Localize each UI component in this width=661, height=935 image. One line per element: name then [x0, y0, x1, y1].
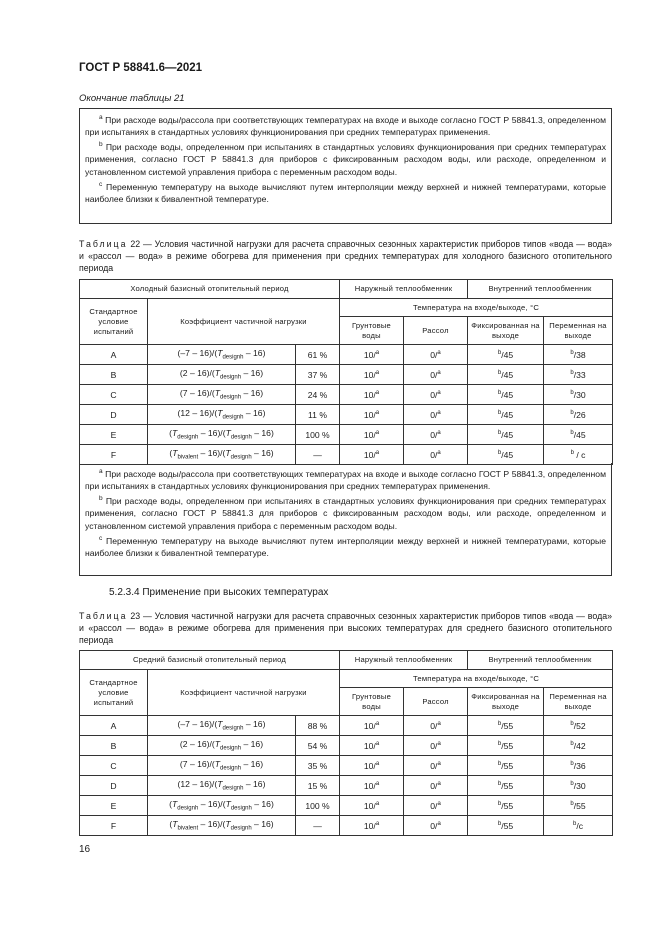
document-header: ГОСТ Р 58841.6—2021	[79, 62, 203, 74]
variable-outlet-header: Переменная на выходе	[544, 317, 613, 345]
table-cell: 0/$^a$	[404, 405, 468, 425]
coef-header: Коэффициент частичной нагрузки	[148, 670, 340, 716]
table-cell: $^b$/45	[468, 445, 544, 465]
period-header: Холодный базисный отопительный период	[80, 280, 340, 299]
table-row	[80, 756, 613, 776]
table23-caption: Таблица 23 — Условия частичной нагрузки для расчета справочных сезонных характеристик приборов типов «вода — вода» и «рассол — вода» в режиме обогрева для применения при высоких температурах для среднего базисного отопительного периода	[79, 611, 612, 645]
footnote-b: $^b$ При расходе воды, определенном при испытаниях в стандартных условиях функционирования при средних температурах применения, согласно ГОСТ Р 58841.3 для приборов с фиксированным расходом воды, или расходе, определенном и установленном системой управления прибора с переменным расходом воды.	[85, 141, 607, 177]
table-row	[80, 385, 613, 405]
table-cell: 10/$^a$	[340, 816, 404, 836]
table-cell: $(7 - 16)/(T_{designh} - 16)$	[148, 756, 296, 776]
table-cell: $(-7 - 16)/(T_{designh} - 16)$	[148, 345, 296, 365]
table-cell: 0/$^a$	[404, 816, 468, 836]
table-cell: 0/$^a$	[404, 425, 468, 445]
table-cell: $^b$/55	[468, 776, 544, 796]
table22	[79, 279, 613, 465]
table-cell: $^b$/55	[468, 716, 544, 736]
table-cell: $^b$/55	[468, 756, 544, 776]
table-cell: $^b$/52	[544, 716, 613, 736]
table-cell: $^b$/26	[544, 405, 613, 425]
table-cell: F	[80, 445, 148, 465]
table-cell: 10/$^a$	[340, 716, 404, 736]
table23	[79, 650, 613, 836]
section-heading: 5.2.3.4 Применение при высоких температурах	[109, 587, 329, 598]
table-cell: $^b$/45	[468, 405, 544, 425]
table-cell: 0/$^a$	[404, 736, 468, 756]
ground-water-header: Грунтовые воды	[340, 317, 404, 345]
table-cell: $^b$/42	[544, 736, 613, 756]
table-cell: $(T_{designh} - 16)/(T_{designh} - 16)$	[148, 796, 296, 816]
table-cell: $^b$/55	[468, 796, 544, 816]
footnotes-table21	[79, 108, 612, 224]
table-cell: 35 %	[296, 756, 340, 776]
table22-caption: Таблица 22 — Условия частичной нагрузки для расчета справочных сезонных характеристик приборов типов «вода — вода» и «рассол — вода» в режиме обогрева для применения при средних температурах для холодного базисного отопительного периода	[79, 239, 612, 273]
outer-hx-header: Наружный теплообменник	[340, 651, 468, 670]
table-row	[80, 736, 613, 756]
table-cell: 10/$^a$	[340, 776, 404, 796]
brine-header: Рассол	[404, 688, 468, 716]
table-cell: 37 %	[296, 365, 340, 385]
table-cell: $(12 - 16)/(T_{designh} - 16)$	[148, 776, 296, 796]
table-cell: 88 %	[296, 716, 340, 736]
period-header: Средний базисный отопительный период	[80, 651, 340, 670]
table-row	[80, 716, 613, 736]
table-cell: $^b$/45	[468, 425, 544, 445]
table-cell: 0/$^a$	[404, 385, 468, 405]
table-cell: $^b$/55	[468, 736, 544, 756]
table-cell: $(T_{designh} - 16)/(T_{designh} - 16)$	[148, 425, 296, 445]
table-cell: 10/$^a$	[340, 345, 404, 365]
temp-header: Температура на входе/выходе, °С	[340, 299, 613, 317]
table-cell: —	[296, 445, 340, 465]
table-cell: 10/$^a$	[340, 736, 404, 756]
table-cell: B	[80, 365, 148, 385]
variable-outlet-header: Переменная на выходе	[544, 688, 613, 716]
table-cell: 10/$^a$	[340, 365, 404, 385]
std-condition-header: Стандартное условие испытаний	[80, 670, 148, 716]
table-cell: C	[80, 385, 148, 405]
footnote-c: $^c$ Переменную температуру на выходе вычисляют путем интерполяции между верхней и нижней температурами, которые наиболее близки к бивалентной температуре.	[85, 180, 606, 204]
table-cell: 100 %	[296, 425, 340, 445]
table-cell: D	[80, 776, 148, 796]
table-cell: $(-7 - 16)/(T_{designh} - 16)$	[148, 716, 296, 736]
table-cell: 0/$^a$	[404, 756, 468, 776]
table-row	[80, 425, 613, 445]
table-cell: $^b$/36	[544, 756, 613, 776]
table-cell: 11 %	[296, 405, 340, 425]
table-row	[80, 365, 613, 385]
table-continuation-label: Окончание таблицы 21	[79, 93, 185, 104]
table-cell: $(12 - 16)/(T_{designh} - 16)$	[148, 405, 296, 425]
table-cell: D	[80, 405, 148, 425]
coef-header: Коэффициент частичной нагрузки	[148, 299, 340, 345]
table-cell: 0/$^a$	[404, 776, 468, 796]
table-cell: $(T_{bivalent} - 16)/(T_{designh} - 16)$	[148, 816, 296, 836]
table-cell: 54 %	[296, 736, 340, 756]
table-cell: A	[80, 716, 148, 736]
table-cell: $^b$/38	[544, 345, 613, 365]
table-cell: $(2 - 16)/(T_{designh} - 16)$	[148, 736, 296, 756]
table-row	[80, 796, 613, 816]
brine-header: Рассол	[404, 317, 468, 345]
footnotes-table22	[79, 463, 612, 576]
table-cell: 10/$^a$	[340, 756, 404, 776]
footnote-c: $^c$ Переменную температуру на выходе вычисляют путем интерполяции между верхней и нижней температурами, которые наиболее близки к бивалентной температуре.	[85, 534, 606, 558]
fixed-outlet-header: Фиксированная на выходе	[468, 688, 544, 716]
footnote-a: $^a$ При расходе воды/рассола при соответствующих температурах на входе и выходе согласно ГОСТ Р 58841.3, определенном при испытаниях в стандартных условиях функционирования при средних температурах применения.	[85, 114, 606, 138]
table-cell: $^b$/45	[468, 345, 544, 365]
ground-water-header: Грунтовые воды	[340, 688, 404, 716]
table-cell: 61 %	[296, 345, 340, 365]
inner-hx-header: Внутренний теплообменник	[468, 651, 613, 670]
table-cell: $^b$/55	[544, 796, 613, 816]
table-cell: 10/$^a$	[340, 425, 404, 445]
temp-header: Температура на входе/выходе, °С	[340, 670, 613, 688]
table-cell: 15 %	[296, 776, 340, 796]
table-cell: 0/$^a$	[404, 365, 468, 385]
table-cell: 10/$^a$	[340, 405, 404, 425]
table-row	[80, 445, 613, 465]
table-cell: $^b$/30	[544, 776, 613, 796]
table-cell: 0/$^a$	[404, 716, 468, 736]
table-cell: E	[80, 796, 148, 816]
table-row	[80, 345, 613, 365]
table-cell: $^b$/45	[468, 385, 544, 405]
std-condition-header: Стандартное условие испытаний	[80, 299, 148, 345]
footnote-b: $^b$ При расходе воды, определенном при испытаниях в стандартных условиях функционирования при средних температурах применения, согласно ГОСТ Р 58841.3 для приборов с фиксированным расходом воды, или расходе, определенном и установленном системой управления прибора с переменным расходом воды.	[85, 495, 607, 531]
table-cell: $^b$/30	[544, 385, 613, 405]
table-cell: $(7 - 16)/(T_{designh} - 16)$	[148, 385, 296, 405]
table-cell: F	[80, 816, 148, 836]
fixed-outlet-header: Фиксированная на выходе	[468, 317, 544, 345]
table-cell: $^b$/33	[544, 365, 613, 385]
table-row	[80, 776, 613, 796]
table-cell: 24 %	[296, 385, 340, 405]
table-cell: $^b$/45	[468, 365, 544, 385]
table-cell: 0/$^a$	[404, 796, 468, 816]
outer-hx-header: Наружный теплообменник	[340, 280, 468, 299]
table-cell: A	[80, 345, 148, 365]
table-cell: $^b$/55	[468, 816, 544, 836]
table-cell: C	[80, 756, 148, 776]
inner-hx-header: Внутренний теплообменник	[468, 280, 613, 299]
table-cell: $(T_{bivalent} - 16)/(T_{designh} - 16)$	[148, 445, 296, 465]
table-cell: 100 %	[296, 796, 340, 816]
table-cell: $^b$/45	[544, 425, 613, 445]
table-cell: 10/$^a$	[340, 796, 404, 816]
table-cell: $^b$/c	[544, 816, 613, 836]
table-cell: 0/$^a$	[404, 345, 468, 365]
table-cell: B	[80, 736, 148, 756]
page-number: 16	[79, 844, 91, 855]
table-row	[80, 816, 613, 836]
table-cell: 10/$^a$	[340, 385, 404, 405]
table-cell: 10/$^a$	[340, 445, 404, 465]
table-cell: $^b$ / c	[544, 445, 613, 465]
table-row	[80, 405, 613, 425]
table-cell: $(2 - 16)/(T_{designh} - 16)$	[148, 365, 296, 385]
table-cell: —	[296, 816, 340, 836]
table-cell: 0/$^a$	[404, 445, 468, 465]
footnote-a: $^a$ При расходе воды/рассола при соответствующих температурах на входе и выходе согласно ГОСТ Р 58841.3, определенном при испытаниях в стандартных условиях функционирования при средних температурах применения.	[85, 468, 606, 492]
table-cell: E	[80, 425, 148, 445]
